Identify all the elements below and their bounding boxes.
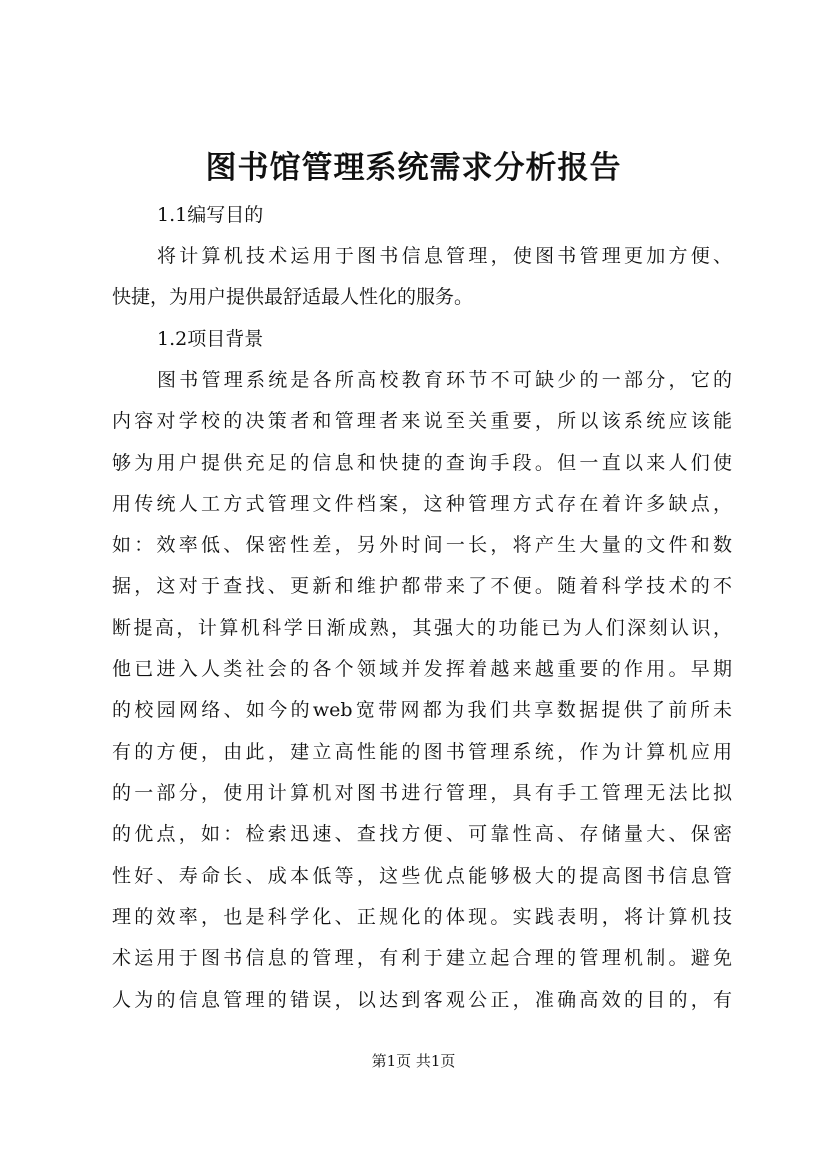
- page-title: 图书馆管理系统需求分析报告: [205, 150, 622, 186]
- paragraph-line: 快捷，为用户提供最舒适最人性化的服务。: [112, 286, 474, 308]
- paragraph-line: 他已进入人类社会的各个领域并发挥着越来越重要的作用。早期: [112, 658, 732, 680]
- section-heading: 1.2项目背景: [157, 328, 264, 350]
- paragraph-line: 内容对学校的决策者和管理者来说至关重要，所以该系统应该能: [112, 410, 732, 432]
- section-heading: 1.1编写目的: [157, 204, 264, 226]
- page-footer: 第1页 共1页: [371, 1052, 456, 1070]
- paragraph-line: 理的效率，也是科学化、正规化的体现。实践表明，将计算机技: [112, 906, 732, 928]
- paragraph-line: 性好、寿命长、成本低等，这些优点能够极大的提高图书信息管: [112, 865, 732, 887]
- paragraph-line: 的校园网络、如今的web宽带网都为我们共享数据提供了前所未: [112, 699, 732, 721]
- paragraph-line: 的优点，如：检索迅速、查找方便、可靠性高、存储量大、保密: [112, 823, 732, 845]
- paragraph-line: 术运用于图书信息的管理，有利于建立起合理的管理机制。避免: [112, 947, 732, 969]
- paragraph-line: 的一部分，使用计算机对图书进行管理，具有手工管理无法比拟: [112, 782, 732, 804]
- paragraph-line: 有的方便，由此，建立高性能的图书管理系统，作为计算机应用: [112, 741, 732, 763]
- paragraph-line: 如：效率低、保密性差，另外时间一长，将产生大量的文件和数: [112, 534, 732, 556]
- paragraph-line: 用传统人工方式管理文件档案，这种管理方式存在着许多缺点，: [112, 493, 732, 515]
- paragraph-line: 够为用户提供充足的信息和快捷的查询手段。但一直以来人们使: [112, 452, 732, 474]
- paragraph-line: 图书管理系统是各所高校教育环节不可缺少的一部分，它的: [157, 369, 732, 391]
- paragraph-line: 将计算机技术运用于图书信息管理，使图书管理更加方便、: [157, 245, 732, 267]
- paragraph-line: 据，这对于查找、更新和维护都带来了不便。随着科学技术的不: [112, 575, 732, 597]
- paragraph-line: 断提高，计算机科学日渐成熟，其强大的功能已为人们深刻认识，: [112, 617, 732, 639]
- paragraph-line: 人为的信息管理的错误，以达到客观公正，准确高效的目的，有: [112, 989, 732, 1011]
